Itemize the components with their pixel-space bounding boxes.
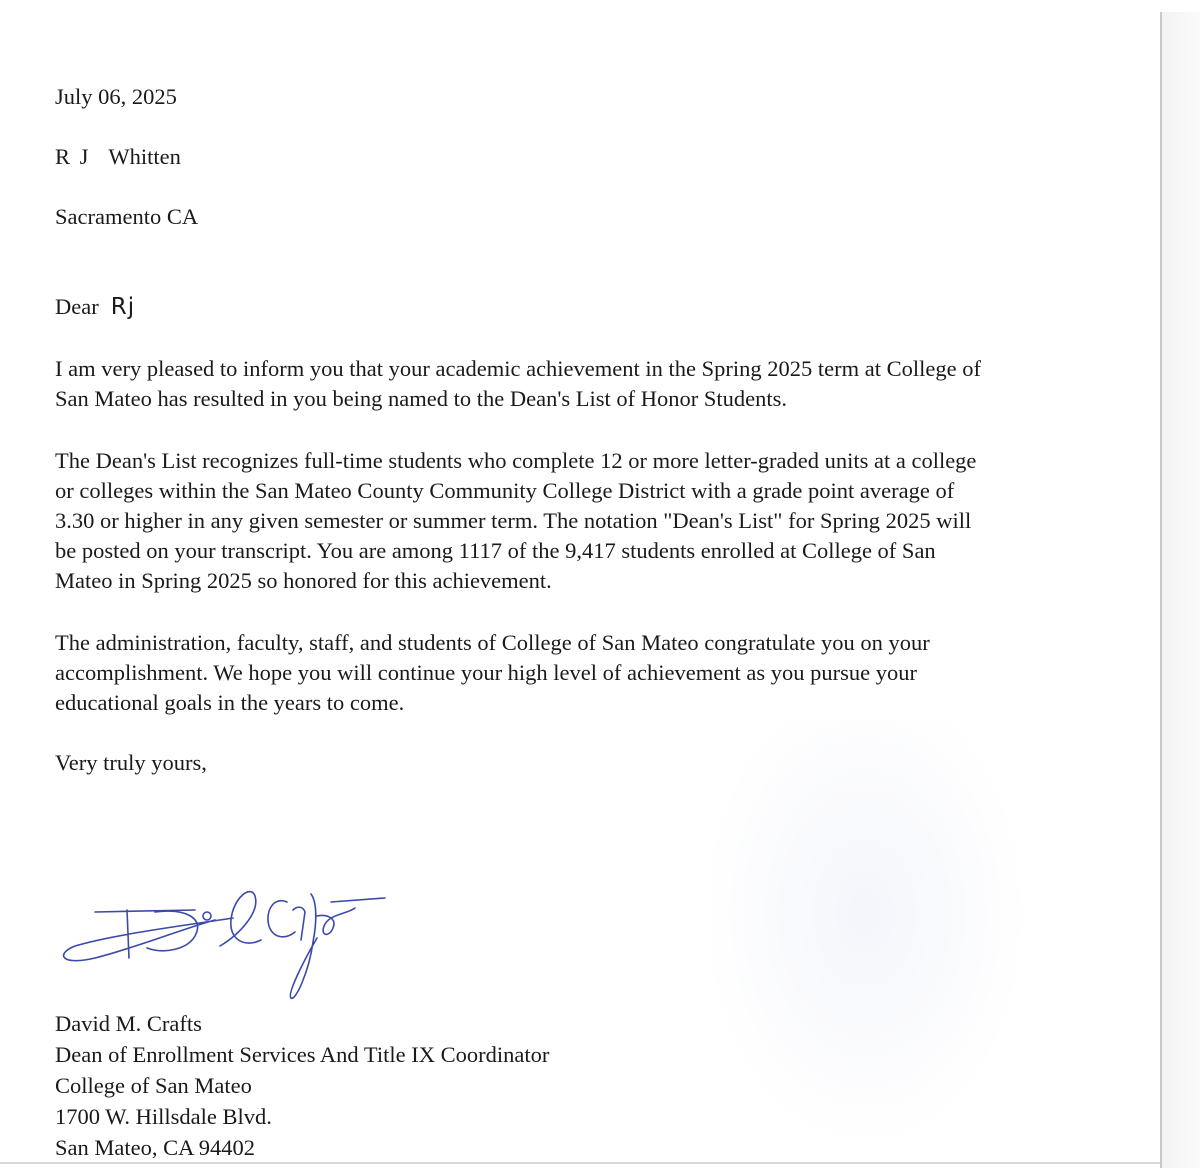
paragraph-line: accomplishment. We hope you will continue your high level of achievement as you pursue your (55, 660, 917, 685)
paragraph-line: The Dean's List recognizes full-time students who complete 12 or more letter-graded units at a college (55, 448, 977, 473)
recipient-name (55, 142, 181, 172)
signer-title: Dean of Enrollment Services And Title IX Coordinator (55, 1042, 550, 1067)
salutation-name: Rj (110, 294, 136, 320)
salutation-greeting: Dear (55, 294, 99, 319)
paragraph-line: 3.30 or higher in any given semester or summer term. The notation "Dean's List" for Spring 2025 will (55, 508, 972, 533)
paragraph-line: Mateo in Spring 2025 so honored for this achievement. (55, 568, 552, 593)
signature-stroke (127, 910, 129, 958)
paragraph-line: I am very pleased to inform you that your academic achievement in the Spring 2025 term at College of (55, 356, 981, 381)
letter-closing: Very truly yours, (55, 750, 207, 775)
paragraph-line: or colleges within the San Mateo County Community College District with a grade point average of (55, 478, 955, 503)
signer-name: David M. Crafts (55, 1011, 202, 1036)
salutation (55, 292, 135, 322)
paragraph-line: be posted on your transcript. You are among 1117 of the 9,417 students enrolled at College of San (55, 538, 936, 563)
letter-date: July 06, 2025 (55, 84, 177, 109)
signer-city: San Mateo, CA 94402 (55, 1135, 255, 1160)
paragraph-deans-list-criteria (55, 446, 1045, 596)
recipient-last-name: Whitten (108, 144, 181, 169)
paragraph-line: San Mateo has resulted in you being named to the Dean's List of Honor Students. (55, 386, 788, 411)
signature-stroke (147, 911, 198, 951)
signature-stroke (293, 907, 305, 940)
signature-block (55, 1008, 549, 1163)
page-edge-shadow (1162, 12, 1200, 1168)
signature-stroke (317, 908, 355, 934)
handwritten-signature (55, 862, 400, 1012)
signer-organization: College of San Mateo (55, 1073, 252, 1098)
paragraph-announcement (55, 354, 1045, 414)
signature-stroke (203, 912, 211, 920)
paragraph-line: educational goals in the years to come. (55, 690, 405, 715)
signature-stroke (64, 918, 233, 961)
signature-stroke (331, 898, 385, 902)
faint-stamp-mark (700, 720, 1030, 1150)
paragraph-line: The administration, faculty, staff, and students of College of San Mateo congratulate you on your (55, 630, 930, 655)
page-edge (1160, 12, 1162, 1168)
recipient-city: Sacramento CA (55, 204, 199, 229)
recipient-first-name: R J (55, 144, 91, 169)
paragraph-congratulations (55, 628, 1045, 718)
signer-street: 1700 W. Hillsdale Blvd. (55, 1104, 272, 1129)
signature-stroke (268, 901, 295, 937)
